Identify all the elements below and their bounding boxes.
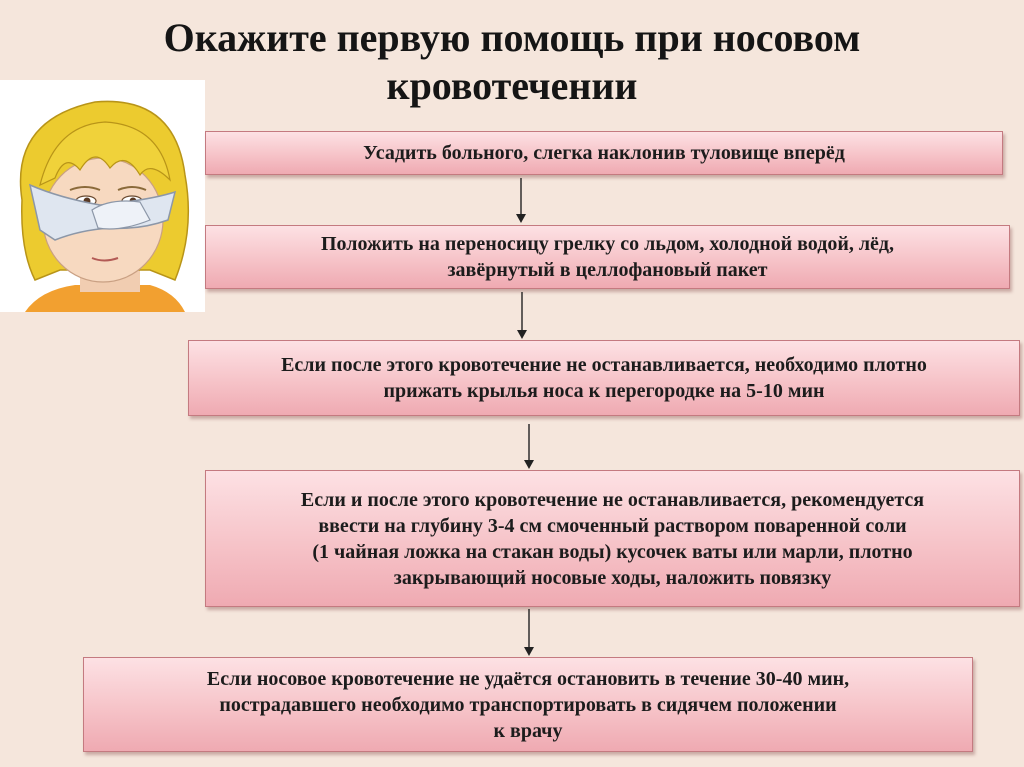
arrow-down-icon — [523, 609, 535, 657]
child-face-icon — [0, 80, 205, 312]
step-4-line-2: ввести на глубину 3-4 см смоченный раствором поваренной соли — [318, 514, 907, 537]
step-4-line-4: закрывающий носовые ходы, наложить повязку — [393, 566, 832, 589]
step-4-box — [205, 470, 1020, 607]
step-1-line-1: Усадить больного, слегка наклонив туловище вперёд — [363, 142, 845, 164]
step-2-line-1: Положить на переносицу грелку со льдом, холодной водой, лёд, — [320, 233, 895, 255]
step-5-box — [83, 657, 973, 752]
arrow-down-icon — [516, 292, 528, 340]
arrow-down-icon — [523, 424, 535, 470]
step-3-line-2: прижать крылья носа к перегородке на 5-10 мин — [383, 380, 825, 402]
title-line-1: Окажите первую помощь при носовом — [163, 15, 861, 60]
step-5-line-3: к врачу — [493, 719, 563, 742]
step-5-line-1: Если носовое кровотечение не удаётся остановить в течение 30-40 мин, — [206, 667, 850, 690]
step-3-line-1: Если после этого кровотечение не останавливается, необходимо плотно — [281, 354, 927, 376]
step-5-line-2: пострадавшего необходимо транспортировать в сидячем положении — [219, 693, 837, 716]
arrow-down-icon — [515, 178, 527, 224]
step-4-line-1: Если и после этого кровотечение не останавливается, рекомендуется — [300, 488, 925, 511]
title-line-2: кровотечении — [386, 63, 638, 108]
child-nose-bandage-illustration — [0, 80, 205, 312]
step-2-line-2: завёрнутый в целлофановый пакет — [447, 259, 768, 281]
step-2-box — [205, 225, 1010, 289]
step-4-line-3: (1 чайная ложка на стакан воды) кусочек ваты или марли, плотно — [312, 540, 913, 563]
step-3-box — [188, 340, 1020, 416]
step-1-box — [205, 131, 1003, 175]
